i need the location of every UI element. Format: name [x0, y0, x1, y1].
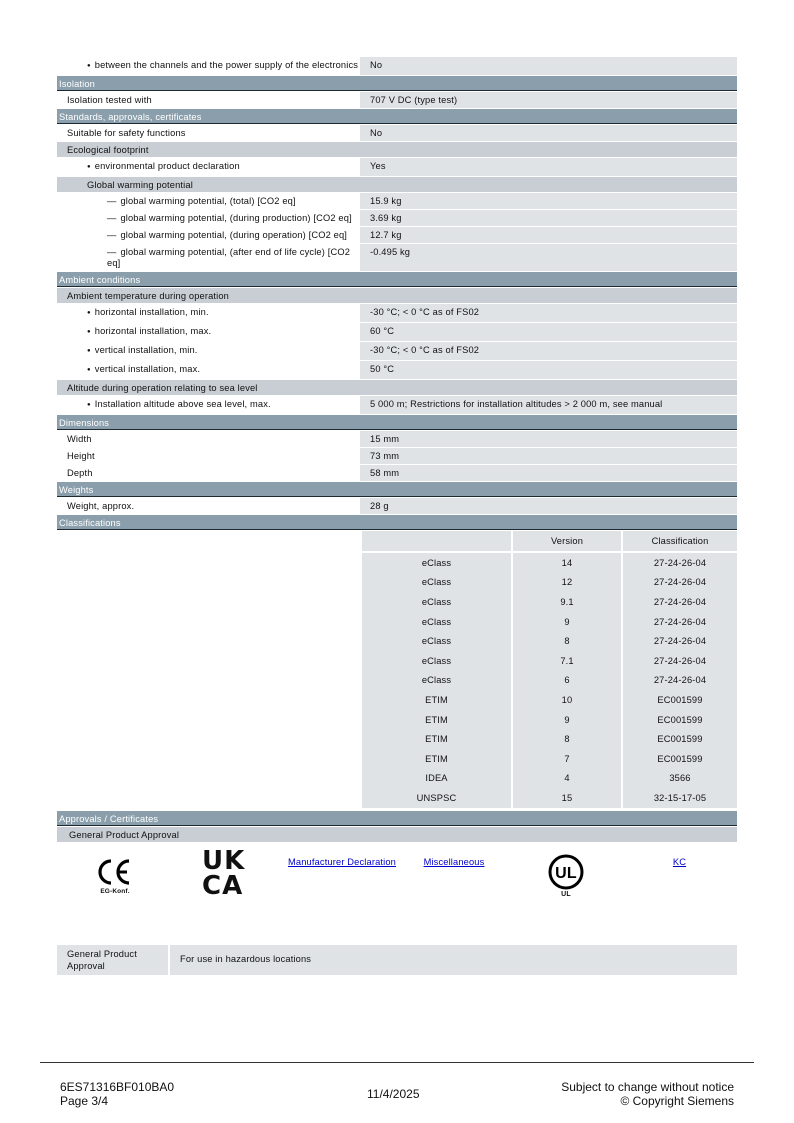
ce-logo — [95, 857, 135, 895]
kc-link[interactable]: KC — [672, 856, 687, 867]
classification-system: eClass — [362, 631, 512, 651]
classification-row — [362, 671, 737, 691]
classification-code: 27-24-26-04 — [653, 616, 707, 627]
footer-right — [561, 1080, 734, 1108]
classification-system: eClass — [362, 651, 512, 671]
spec-row — [57, 323, 737, 341]
ul-caption: UL — [561, 890, 571, 898]
spec-row — [57, 57, 737, 75]
subsection-general-approval: General Product Approval — [57, 827, 737, 842]
spec-value: No — [360, 57, 737, 75]
spec-label: — global warming potential, (after end of life cycle) [CO2 eq] — [57, 244, 360, 271]
classification-row — [362, 729, 737, 749]
classification-version: 9 — [512, 710, 622, 730]
header-classification: Classification — [622, 531, 737, 552]
spec-value: 5 000 m; Restrictions for installation altitudes > 2 000 m, see manual — [360, 396, 737, 414]
classification-row — [362, 788, 737, 808]
spec-label: ● horizontal installation, max. — [57, 323, 360, 341]
classification-code: EC001599 — [657, 714, 703, 725]
classification-version: 12 — [512, 573, 622, 593]
footer-notice: Subject to change without notice — [561, 1080, 734, 1094]
classification-code: 27-24-26-04 — [653, 557, 707, 568]
spec-row — [57, 244, 737, 271]
spec-row — [57, 396, 737, 414]
section-weights: Weights — [57, 482, 737, 497]
classification-code: EC001599 — [657, 734, 703, 745]
classification-row — [362, 769, 737, 789]
section-dimensions: Dimensions — [57, 415, 737, 430]
classification-system: eClass — [362, 592, 512, 612]
classification-row — [362, 710, 737, 730]
classification-system: ETIM — [362, 749, 512, 769]
spec-value: 50 °C — [360, 361, 737, 379]
classification-code: 27-24-26-04 — [653, 675, 707, 686]
manufacturer-declaration-link[interactable]: Manufacturer Declaration — [288, 856, 396, 867]
spec-row — [57, 125, 737, 141]
datasheet-body — [57, 57, 737, 975]
classification-system: ETIM — [362, 690, 512, 710]
classification-system: ETIM — [362, 729, 512, 749]
spec-label: Isolation tested with — [67, 95, 152, 105]
footer-product-code: 6ES71316BF010BA0 — [60, 1080, 175, 1094]
classification-version: 10 — [512, 690, 622, 710]
classification-code: 27-24-26-04 — [653, 655, 707, 666]
classification-system: eClass — [362, 671, 512, 691]
classification-row — [362, 592, 737, 612]
classification-row — [362, 690, 737, 710]
approval-row — [57, 945, 737, 975]
footer-page-number: Page 3/4 — [60, 1094, 109, 1108]
footer-copyright: © Copyright Siemens — [620, 1094, 734, 1108]
classification-system: UNSPSC — [362, 788, 512, 808]
spec-row — [57, 431, 737, 447]
classification-row — [362, 651, 737, 671]
section-classifications: Classifications — [57, 515, 737, 530]
spec-label: ● vertical installation, max. — [57, 361, 360, 379]
ukca-bottom: CA — [202, 870, 244, 901]
spec-row — [57, 448, 737, 464]
approval-value: For use in hazardous locations — [180, 953, 312, 964]
subsection-ambient-temperature: Ambient temperature during operation — [57, 288, 737, 303]
spec-value: 60 °C — [360, 323, 737, 341]
classification-system: eClass — [362, 573, 512, 593]
classification-version: 4 — [512, 769, 622, 789]
spec-row — [57, 361, 737, 379]
spec-value: 12.7 kg — [360, 227, 737, 243]
spec-label: Depth — [67, 468, 93, 478]
classification-code: 27-24-26-04 — [653, 577, 707, 588]
spec-row — [57, 465, 737, 481]
subsection-altitude: Altitude during operation relating to sea level — [57, 380, 737, 395]
classification-code: 32-15-17-05 — [653, 792, 707, 803]
spec-value: 3.69 kg — [360, 210, 737, 226]
spec-row — [57, 498, 737, 514]
spec-label: Width — [67, 434, 92, 444]
section-ambient: Ambient conditions — [57, 272, 737, 287]
spec-row — [57, 342, 737, 360]
spec-row — [57, 92, 737, 108]
ul-mark-text: UL — [555, 864, 577, 882]
spec-label: Height — [67, 451, 95, 461]
spec-label: ● horizontal installation, min. — [57, 304, 360, 322]
subsection-ecological-footprint: Ecological footprint — [57, 142, 737, 157]
classification-header-row — [362, 531, 737, 552]
spec-value: 28 g — [360, 498, 737, 514]
classification-version: 7 — [512, 749, 622, 769]
spec-value: 707 V DC (type test) — [360, 92, 737, 108]
classification-table-wrap — [57, 531, 737, 808]
miscellaneous-link[interactable]: Miscellaneous — [423, 856, 485, 867]
classification-version: 14 — [512, 552, 622, 573]
classification-version: 9.1 — [512, 592, 622, 612]
classification-system: ETIM — [362, 710, 512, 730]
classification-code: 3566 — [669, 773, 691, 784]
spec-row — [57, 193, 737, 209]
approval-label: General Product Approval — [57, 945, 170, 975]
classification-row — [362, 612, 737, 632]
section-approvals: Approvals / Certificates — [57, 811, 737, 826]
classification-code: EC001599 — [657, 753, 703, 764]
footer-date: 11/4/2025 — [367, 1087, 420, 1101]
header-system — [362, 531, 512, 552]
spec-value: -0.495 kg — [360, 244, 737, 271]
classification-version: 7.1 — [512, 651, 622, 671]
spec-row — [57, 304, 737, 322]
section-isolation: Isolation — [57, 76, 737, 91]
ul-logo — [546, 853, 586, 898]
spec-row — [57, 227, 737, 243]
classification-row — [362, 631, 737, 651]
footer-left — [60, 1080, 174, 1108]
classification-code: EC001599 — [657, 694, 703, 705]
spec-value: Yes — [360, 158, 737, 176]
classification-version: 6 — [512, 671, 622, 691]
ul-mark-icon — [547, 853, 585, 891]
classification-system: eClass — [362, 552, 512, 573]
spec-value: 15.9 kg — [360, 193, 737, 209]
spec-value: 15 mm — [360, 431, 737, 447]
spec-value: -30 °C; < 0 °C as of FS02 — [360, 304, 737, 322]
spec-label: — global warming potential, (total) [CO2 eq] — [57, 193, 360, 209]
spec-value: 73 mm — [360, 448, 737, 464]
spec-value: 58 mm — [360, 465, 737, 481]
classification-table — [362, 531, 737, 808]
ce-mark-icon — [96, 857, 134, 887]
subsection-global-warming: Global warming potential — [57, 177, 737, 192]
certificate-logos — [57, 843, 737, 945]
spec-label: ● vertical installation, min. — [57, 342, 360, 360]
classification-system: eClass — [362, 612, 512, 632]
header-version: Version — [512, 531, 622, 552]
ukca-top: UK — [202, 845, 246, 876]
classification-version: 8 — [512, 729, 622, 749]
classification-row — [362, 749, 737, 769]
spec-row — [57, 210, 737, 226]
ukca-logo — [202, 845, 254, 901]
section-standards: Standards, approvals, certificates — [57, 109, 737, 124]
spec-label: Weight, approx. — [67, 501, 135, 511]
spec-value: -30 °C; < 0 °C as of FS02 — [360, 342, 737, 360]
spec-row — [57, 158, 737, 176]
spec-value: No — [360, 125, 737, 141]
spec-label: ● between the channels and the power supply of the electronics — [57, 57, 360, 75]
ce-caption: EG-Konf. — [100, 887, 130, 895]
classification-code: 27-24-26-04 — [653, 596, 707, 607]
classification-system: IDEA — [362, 769, 512, 789]
classification-version: 8 — [512, 631, 622, 651]
classification-row — [362, 552, 737, 573]
spec-label: — global warming potential, (during operation) [CO2 eq] — [57, 227, 360, 243]
classification-code: 27-24-26-04 — [653, 636, 707, 647]
spec-label: ● environmental product declaration — [57, 158, 360, 176]
classification-version: 9 — [512, 612, 622, 632]
footer-divider — [40, 1062, 754, 1063]
classification-row — [362, 573, 737, 593]
classification-version: 15 — [512, 788, 622, 808]
spec-label: — global warming potential, (during production) [CO2 eq] — [57, 210, 360, 226]
spec-label: Suitable for safety functions — [67, 128, 186, 138]
spec-label: ● Installation altitude above sea level, max. — [57, 396, 360, 414]
